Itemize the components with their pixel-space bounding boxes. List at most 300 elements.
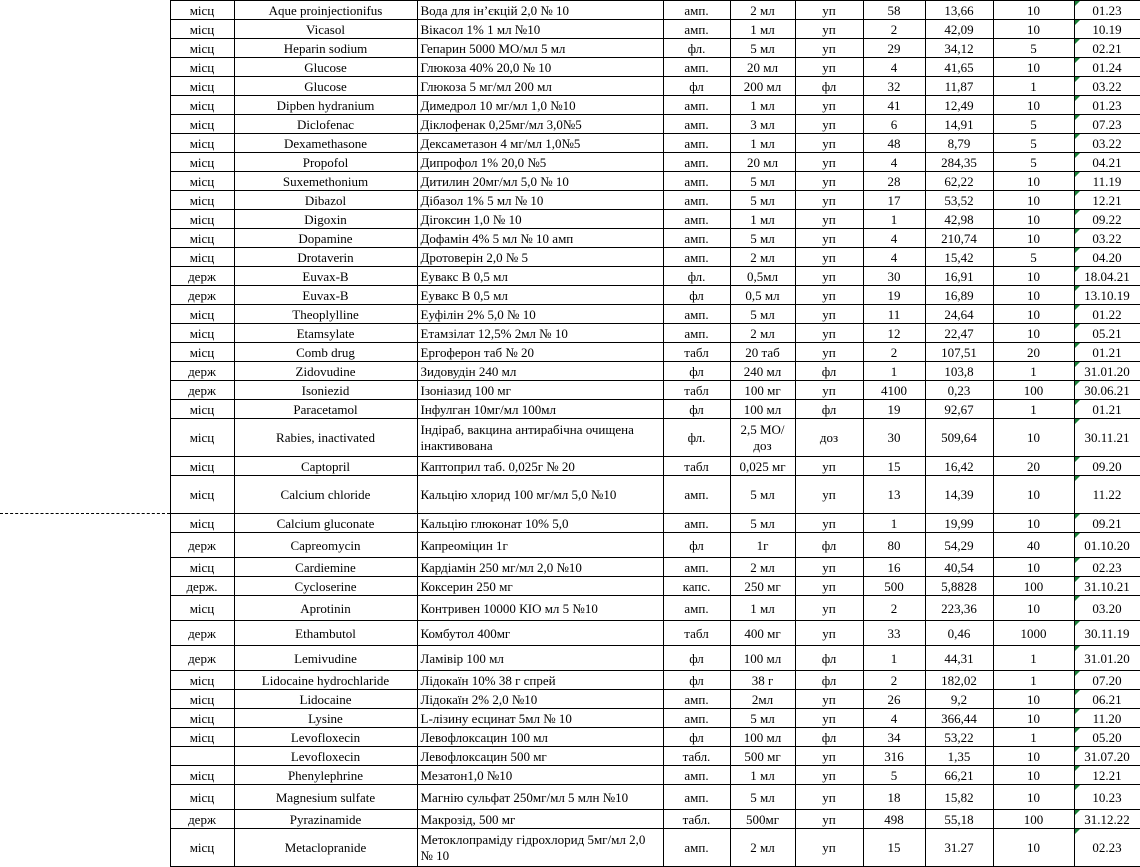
table-row [0,533,1140,558]
table-row [0,558,1140,577]
pack-size-cell: 100 [993,577,1074,596]
source-cell: місц [170,153,234,172]
form-cell: табл [663,343,730,362]
expiry-cell: 31.01.20 [1074,362,1140,381]
ukrainian-name-cell: Дипрофол 1% 20,0 №5 [417,153,663,172]
row-margin-cell [0,39,170,58]
row-margin-cell [0,810,170,829]
table-body [0,1,1140,867]
table-row [0,191,1140,210]
form-cell: амп. [663,210,730,229]
form-cell: амп. [663,324,730,343]
latin-name-cell: Euvax-B [234,267,417,286]
source-cell: місц [170,596,234,621]
source-cell: держ [170,810,234,829]
latin-name-cell: Digoxin [234,210,417,229]
quantity-cell: 11 [863,305,925,324]
dose-cell: 500мг [730,810,795,829]
quantity-cell: 4 [863,709,925,728]
ukrainian-name-cell: Мезатон1,0 №10 [417,766,663,785]
expiry-cell: 04.20 [1074,248,1140,267]
latin-name-cell: Captopril [234,457,417,476]
pack-size-cell: 10 [993,476,1074,514]
ukrainian-name-cell: Метоклопраміду гідрохлорид 5мг/мл 2,0 № 10 [417,829,663,867]
table-row [0,77,1140,96]
unit-cell: уп [795,286,863,305]
quantity-cell: 18 [863,785,925,810]
latin-name-cell: Aque proinjectionifus [234,1,417,20]
row-margin-cell [0,172,170,191]
price-cell: 19,99 [925,514,993,533]
dose-cell: 2 мл [730,1,795,20]
expiry-cell: 31.07.20 [1074,747,1140,766]
unit-cell: фл [795,646,863,671]
source-cell: місц [170,476,234,514]
latin-name-cell: Lidocaine [234,690,417,709]
unit-cell: уп [795,96,863,115]
dose-cell: 5 мл [730,191,795,210]
table-row [0,248,1140,267]
expiry-cell: 02.23 [1074,829,1140,867]
pack-size-cell: 10 [993,58,1074,77]
source-cell: місц [170,58,234,77]
price-cell: 16,89 [925,286,993,305]
price-cell: 44,31 [925,646,993,671]
expiry-cell: 01.23 [1074,1,1140,20]
quantity-cell: 48 [863,134,925,153]
table-row [0,1,1140,20]
price-cell: 41,65 [925,58,993,77]
expiry-cell: 06.21 [1074,690,1140,709]
row-margin-cell [0,533,170,558]
source-cell: місц [170,514,234,533]
table-row [0,709,1140,728]
price-cell: 15,42 [925,248,993,267]
ukrainian-name-cell: Макрозід, 500 мг [417,810,663,829]
quantity-cell: 17 [863,191,925,210]
form-cell: амп. [663,248,730,267]
dose-cell: 2 мл [730,324,795,343]
row-margin-cell [0,20,170,39]
source-cell: місц [170,229,234,248]
row-margin-cell [0,286,170,305]
ukrainian-name-cell: Ламівір 100 мл [417,646,663,671]
expiry-cell: 05.21 [1074,324,1140,343]
form-cell: фл [663,362,730,381]
expiry-cell: 09.22 [1074,210,1140,229]
pack-size-cell: 1000 [993,621,1074,646]
row-margin-cell [0,77,170,96]
row-margin-cell [0,785,170,810]
price-cell: 34,12 [925,39,993,58]
source-cell: місц [170,191,234,210]
quantity-cell: 30 [863,267,925,286]
source-cell [170,747,234,766]
quantity-cell: 1 [863,210,925,229]
ukrainian-name-cell: Інфулган 10мг/мл 100мл [417,400,663,419]
source-cell: місц [170,324,234,343]
source-cell: місц [170,419,234,457]
price-cell: 16,91 [925,267,993,286]
dose-cell: 0,5 мл [730,286,795,305]
quantity-cell: 15 [863,829,925,867]
pack-size-cell: 10 [993,324,1074,343]
unit-cell: уп [795,709,863,728]
dose-cell: 5 мл [730,514,795,533]
ukrainian-name-cell: Еувакс В 0,5 мл [417,267,663,286]
latin-name-cell: Cycloserine [234,577,417,596]
source-cell: держ [170,533,234,558]
latin-name-cell: Euvax-B [234,286,417,305]
source-cell: місц [170,457,234,476]
price-cell: 14,91 [925,115,993,134]
table-row [0,747,1140,766]
expiry-cell: 01.22 [1074,305,1140,324]
form-cell: амп. [663,115,730,134]
latin-name-cell: Zidovudine [234,362,417,381]
ukrainian-name-cell: Каптоприл таб. 0,025г № 20 [417,457,663,476]
expiry-cell: 10.19 [1074,20,1140,39]
form-cell: табл [663,381,730,400]
latin-name-cell: Lysine [234,709,417,728]
pack-size-cell: 20 [993,457,1074,476]
pack-size-cell: 10 [993,267,1074,286]
unit-cell: доз [795,419,863,457]
form-cell: фл [663,77,730,96]
dose-cell: 100 мг [730,381,795,400]
expiry-cell: 01.10.20 [1074,533,1140,558]
dose-cell: 5 мл [730,305,795,324]
dose-cell: 5 мл [730,785,795,810]
ukrainian-name-cell: Гепарин 5000 МО/мл 5 мл [417,39,663,58]
quantity-cell: 41 [863,96,925,115]
source-cell: місц [170,115,234,134]
latin-name-cell: Lidocaine hydrochlaride [234,671,417,690]
quantity-cell: 2 [863,671,925,690]
table-row [0,305,1140,324]
form-cell: фл. [663,39,730,58]
dose-cell: 5 мл [730,39,795,58]
pack-size-cell: 10 [993,20,1074,39]
source-cell: місц [170,400,234,419]
form-cell: амп. [663,785,730,810]
dose-cell: 5 мл [730,172,795,191]
pack-size-cell: 10 [993,305,1074,324]
source-cell: держ [170,267,234,286]
table-row [0,728,1140,747]
source-cell: місц [170,305,234,324]
source-cell: місц [170,671,234,690]
pack-size-cell: 5 [993,39,1074,58]
ukrainian-name-cell: Кальцію хлорид 100 мг/мл 5,0 №10 [417,476,663,514]
expiry-cell: 01.24 [1074,58,1140,77]
source-cell: місц [170,39,234,58]
unit-cell: уп [795,210,863,229]
expiry-cell: 01.23 [1074,96,1140,115]
ukrainian-name-cell: Лідокаїн 10% 38 г спрей [417,671,663,690]
expiry-cell: 11.22 [1074,476,1140,514]
quantity-cell: 2 [863,596,925,621]
quantity-cell: 316 [863,747,925,766]
quantity-cell: 26 [863,690,925,709]
row-margin-cell [0,621,170,646]
form-cell: фл [663,646,730,671]
pack-size-cell: 10 [993,1,1074,20]
table-row [0,514,1140,533]
latin-name-cell: Dopamine [234,229,417,248]
latin-name-cell: Dipben hydranium [234,96,417,115]
table-row [0,476,1140,514]
dose-cell: 3 мл [730,115,795,134]
pack-size-cell: 10 [993,191,1074,210]
expiry-cell: 02.21 [1074,39,1140,58]
expiry-cell: 31.01.20 [1074,646,1140,671]
row-margin-cell [0,134,170,153]
form-cell: амп. [663,20,730,39]
form-cell: амп. [663,153,730,172]
price-cell: 5,8828 [925,577,993,596]
ukrainian-name-cell: Димедрол 10 мг/мл 1,0 №10 [417,96,663,115]
table-row [0,829,1140,867]
form-cell: табл. [663,747,730,766]
price-cell: 14,39 [925,476,993,514]
form-cell: амп. [663,596,730,621]
row-margin-cell [0,728,170,747]
table-row [0,39,1140,58]
unit-cell: уп [795,191,863,210]
row-margin-cell [0,1,170,20]
pack-size-cell: 10 [993,96,1074,115]
row-margin-cell [0,709,170,728]
unit-cell: уп [795,829,863,867]
ukrainian-name-cell: Ізоніазид 100 мг [417,381,663,400]
row-margin-cell [0,457,170,476]
dose-cell: 100 мл [730,728,795,747]
quantity-cell: 80 [863,533,925,558]
pack-size-cell: 1 [993,728,1074,747]
price-cell: 1,35 [925,747,993,766]
source-cell: місц [170,690,234,709]
pack-size-cell: 100 [993,810,1074,829]
expiry-cell: 09.20 [1074,457,1140,476]
ukrainian-name-cell: Зидовудін 240 мл [417,362,663,381]
quantity-cell: 500 [863,577,925,596]
pack-size-cell: 10 [993,690,1074,709]
dose-cell: 1 мл [730,96,795,115]
price-cell: 42,09 [925,20,993,39]
latin-name-cell: Capreomycin [234,533,417,558]
unit-cell: уп [795,577,863,596]
unit-cell: уп [795,324,863,343]
latin-name-cell: Lemivudine [234,646,417,671]
ukrainian-name-cell: Глюкоза 5 мг/мл 200 мл [417,77,663,96]
unit-cell: уп [795,690,863,709]
unit-cell: фл [795,671,863,690]
table-row [0,400,1140,419]
quantity-cell: 32 [863,77,925,96]
pack-size-cell: 5 [993,115,1074,134]
latin-name-cell: Theoplylline [234,305,417,324]
latin-name-cell: Vicasol [234,20,417,39]
quantity-cell: 1 [863,362,925,381]
row-margin-cell [0,305,170,324]
latin-name-cell: Aprotinin [234,596,417,621]
expiry-cell: 03.20 [1074,596,1140,621]
latin-name-cell: Glucose [234,77,417,96]
latin-name-cell: Levofloxecin [234,728,417,747]
pack-size-cell: 10 [993,747,1074,766]
latin-name-cell: Glucose [234,58,417,77]
latin-name-cell: Calcium chloride [234,476,417,514]
quantity-cell: 1 [863,646,925,671]
row-margin-cell [0,400,170,419]
unit-cell: уп [795,785,863,810]
ukrainian-name-cell: Магнію сульфат 250мг/мл 5 млн №10 [417,785,663,810]
form-cell: табл. [663,810,730,829]
price-cell: 11,87 [925,77,993,96]
form-cell: фл. [663,419,730,457]
ukrainian-name-cell: Коксерин 250 мг [417,577,663,596]
ukrainian-name-cell: Ергоферон таб № 20 [417,343,663,362]
price-cell: 62,22 [925,172,993,191]
pack-size-cell: 1 [993,362,1074,381]
form-cell: амп. [663,96,730,115]
dose-cell: 5 мл [730,476,795,514]
pack-size-cell: 10 [993,286,1074,305]
ukrainian-name-cell: Лідокаїн 2% 2,0 №10 [417,690,663,709]
ukrainian-name-cell: Комбутол 400мг [417,621,663,646]
price-cell: 22,47 [925,324,993,343]
unit-cell: уп [795,1,863,20]
table-row [0,596,1140,621]
pack-size-cell: 10 [993,210,1074,229]
latin-name-cell: Heparin sodium [234,39,417,58]
ukrainian-name-cell: Вікасол 1% 1 мл №10 [417,20,663,39]
row-margin-cell [0,324,170,343]
ukrainian-name-cell: Левофлоксацин 500 мг [417,747,663,766]
latin-name-cell: Etamsylate [234,324,417,343]
expiry-cell: 01.21 [1074,343,1140,362]
unit-cell: уп [795,343,863,362]
unit-cell: уп [795,58,863,77]
table-row [0,671,1140,690]
ukrainian-name-cell: Дротоверін 2,0 № 5 [417,248,663,267]
table-row [0,690,1140,709]
form-cell: амп. [663,172,730,191]
price-cell: 509,64 [925,419,993,457]
form-cell: амп. [663,709,730,728]
pack-size-cell: 10 [993,766,1074,785]
dose-cell: 240 мл [730,362,795,381]
ukrainian-name-cell: Дігоксин 1,0 № 10 [417,210,663,229]
form-cell: фл [663,533,730,558]
unit-cell: уп [795,621,863,646]
row-margin-cell [0,229,170,248]
form-cell: амп. [663,305,730,324]
quantity-cell: 12 [863,324,925,343]
price-cell: 53,22 [925,728,993,747]
row-margin-cell [0,115,170,134]
pack-size-cell: 10 [993,785,1074,810]
price-cell: 55,18 [925,810,993,829]
quantity-cell: 34 [863,728,925,747]
unit-cell: уп [795,766,863,785]
latin-name-cell: Magnesium sulfate [234,785,417,810]
table-row [0,381,1140,400]
unit-cell: уп [795,134,863,153]
row-margin-cell [0,210,170,229]
latin-name-cell: Isoniezid [234,381,417,400]
form-cell: амп. [663,58,730,77]
source-cell: місц [170,785,234,810]
form-cell: амп. [663,514,730,533]
price-cell: 40,54 [925,558,993,577]
pack-size-cell: 1 [993,400,1074,419]
table-row [0,324,1140,343]
unit-cell: фл [795,362,863,381]
quantity-cell: 498 [863,810,925,829]
dose-cell: 250 мг [730,577,795,596]
expiry-cell: 03.22 [1074,134,1140,153]
price-cell: 9,2 [925,690,993,709]
row-margin-cell [0,248,170,267]
quantity-cell: 28 [863,172,925,191]
table-row [0,229,1140,248]
quantity-cell: 4 [863,248,925,267]
ukrainian-name-cell: Кардіамін 250 мг/мл 2,0 №10 [417,558,663,577]
latin-name-cell: Dexamethasone [234,134,417,153]
pack-size-cell: 10 [993,419,1074,457]
source-cell: місц [170,172,234,191]
ukrainian-name-cell: Капреоміцин 1г [417,533,663,558]
unit-cell: уп [795,248,863,267]
pack-size-cell: 5 [993,248,1074,267]
price-cell: 54,29 [925,533,993,558]
ukrainian-name-cell: Індіраб, вакцина антирабічна очищена інактивована [417,419,663,457]
unit-cell: уп [795,514,863,533]
price-cell: 53,52 [925,191,993,210]
quantity-cell: 4100 [863,381,925,400]
unit-cell: уп [795,267,863,286]
form-cell: амп. [663,766,730,785]
quantity-cell: 30 [863,419,925,457]
row-margin-cell [0,476,170,514]
expiry-cell: 31.10.21 [1074,577,1140,596]
pack-size-cell: 100 [993,381,1074,400]
latin-name-cell: Levofloxecin [234,747,417,766]
form-cell: фл [663,286,730,305]
form-cell: амп. [663,558,730,577]
row-margin-cell [0,96,170,115]
dose-cell: 2мл [730,690,795,709]
price-cell: 66,21 [925,766,993,785]
row-margin-cell [0,829,170,867]
dose-cell: 1 мл [730,596,795,621]
latin-name-cell: Rabies, inactivated [234,419,417,457]
pack-size-cell: 40 [993,533,1074,558]
table-row [0,134,1140,153]
latin-name-cell: Suxemethonium [234,172,417,191]
form-cell: амп. [663,829,730,867]
pack-size-cell: 1 [993,646,1074,671]
pack-size-cell: 10 [993,829,1074,867]
quantity-cell: 58 [863,1,925,20]
dose-cell: 1 мл [730,20,795,39]
latin-name-cell: Drotaverin [234,248,417,267]
source-cell: місц [170,134,234,153]
ukrainian-name-cell: Дофамін 4% 5 мл № 10 амп [417,229,663,248]
expiry-cell: 18.04.21 [1074,267,1140,286]
